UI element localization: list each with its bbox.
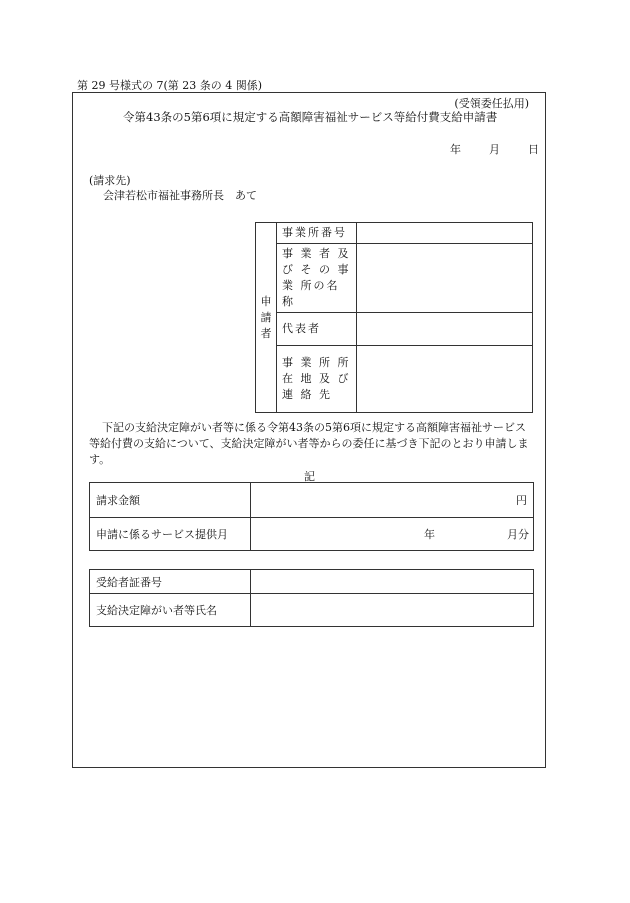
cert-number-label: 受給者証番号 (90, 570, 251, 594)
beneficiary-name-field[interactable] (251, 594, 534, 627)
service-month-label: 申請に係るサービス提供月 (90, 518, 251, 551)
business-name-field[interactable] (356, 244, 532, 313)
service-month-field[interactable] (251, 518, 534, 551)
ki-marker: 記 (304, 470, 315, 483)
month-unit: 月分 (507, 528, 529, 541)
applicant-vertical-label: 申 請 者 (256, 223, 277, 413)
representative-label: 代表者 (276, 313, 356, 346)
beneficiary-table (89, 569, 534, 627)
document-title: 令第43条の5第6項に規定する高額障害福祉サービス等給付費支給申請書 (123, 110, 498, 124)
claim-amount-field[interactable] (251, 483, 534, 518)
business-name-label: 事 業 者 及 び そ の 事 業 所の名称 (276, 244, 356, 313)
office-number-label: 事業所番号 (276, 223, 356, 244)
form-number: 第 29 号様式の 7(第 23 条の 4 関係) (77, 79, 263, 92)
office-number-field[interactable] (356, 223, 532, 244)
form-frame (72, 92, 546, 768)
representative-field[interactable] (356, 313, 532, 346)
address-contact-field[interactable] (356, 346, 532, 413)
beneficiary-name-label: 支給決定障がい者等氏名 (90, 594, 251, 627)
date-line (450, 141, 539, 157)
claim-table (89, 482, 534, 551)
applicant-table (255, 222, 533, 413)
recipient-label: (請求先) (89, 174, 131, 187)
cert-number-field[interactable] (251, 570, 534, 594)
date-day-label: 日 (528, 143, 539, 156)
claim-amount-label: 請求金額 (90, 483, 251, 518)
yen-unit: 円 (516, 494, 527, 507)
year-unit: 年 (424, 528, 435, 541)
recipient-name: 会津若松市福祉事務所長 あて (103, 189, 257, 202)
body-text: 下記の支給決定障がい者等に係る令第43条の5第6項に規定する高額障害福祉サービス等給付費の支給について、支給決定障がい者等からの委任に基づき下記のとおり申請します。 (89, 421, 529, 466)
date-year-label: 年 (450, 143, 461, 156)
payment-type-badge: (受領委任払用) (454, 97, 529, 110)
address-contact-label: 事 業 所 所 在 地 及 び 連 絡 先 (276, 346, 356, 413)
date-month-label: 月 (489, 143, 500, 156)
